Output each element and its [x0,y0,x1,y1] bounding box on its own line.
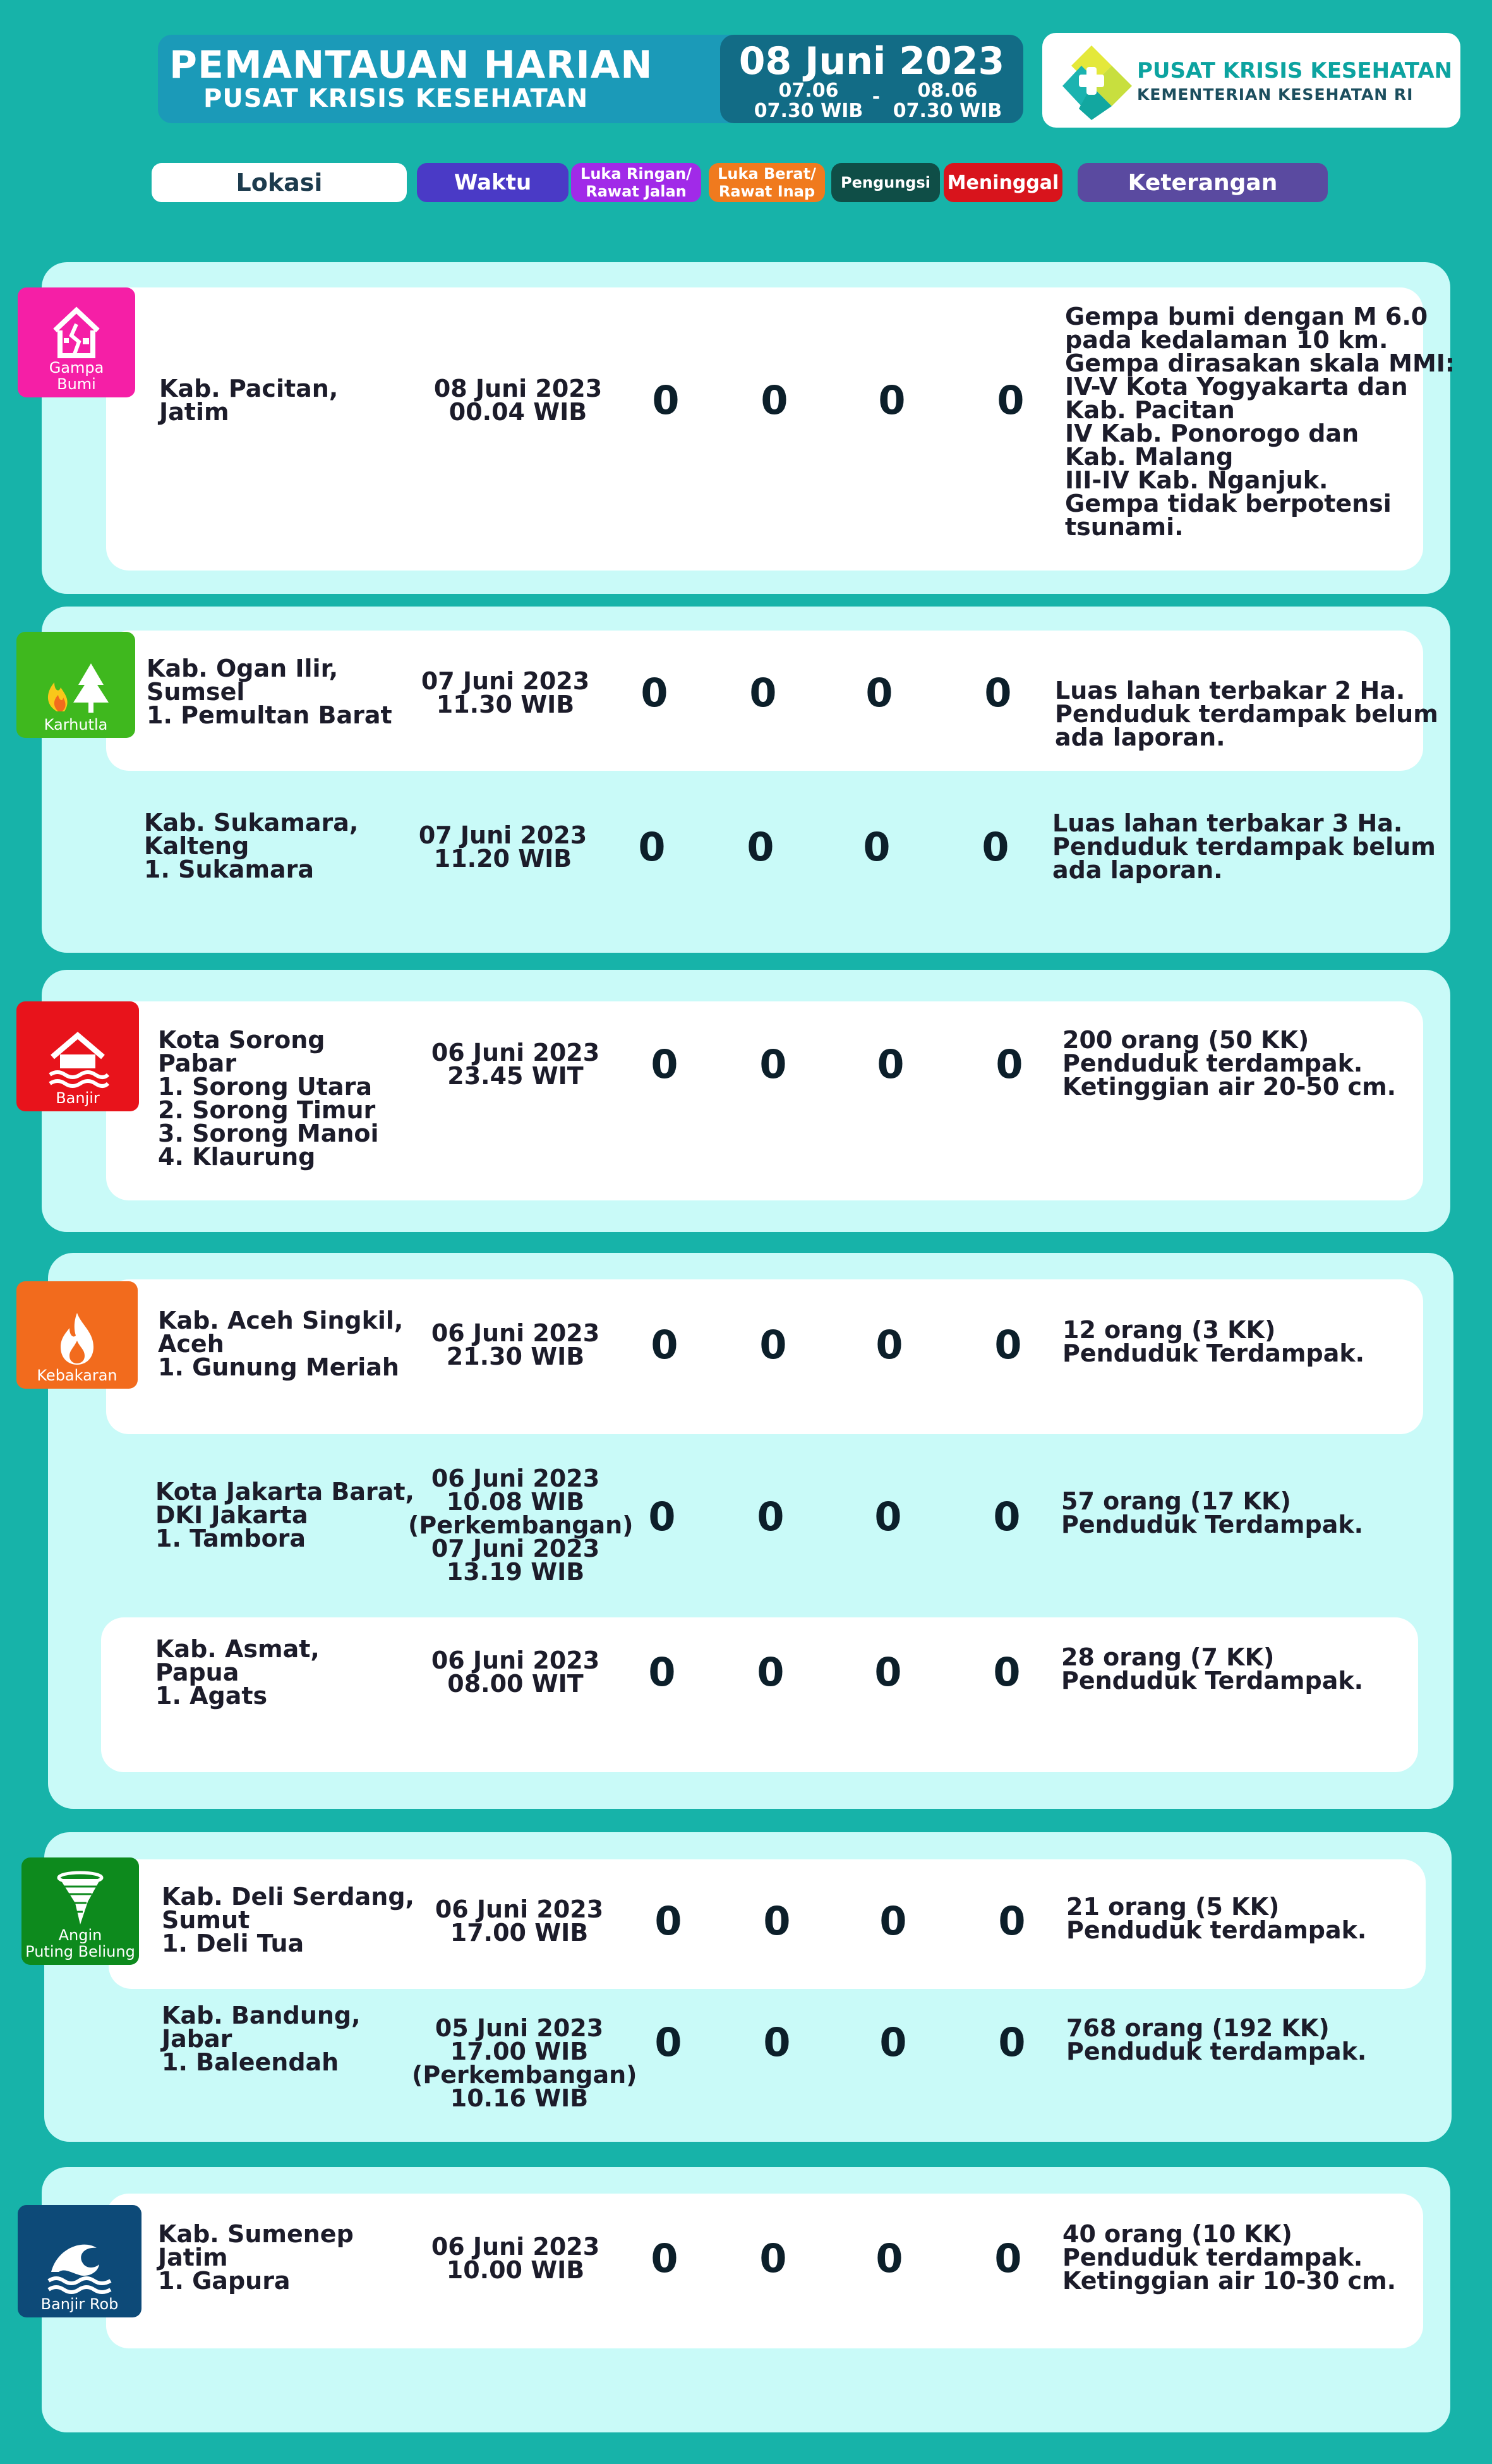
row-luka-berat: 0 [747,824,774,870]
row-luka-berat: 0 [759,2235,787,2281]
row-keterangan: 768 orang (192 KK) Penduduk terdampak. [1066,2014,1367,2065]
row-lokasi: Kab. Asmat, Papua 1. Agats [155,1635,320,1710]
row-keterangan: Gempa bumi dengan M 6.0 pada kedalaman 10 km. Gempa dirasakan skala MMI: IV-V Kota Yogyakarta dan Kab. Pacitan IV Kab. Ponorogo dan Kab. Malang III-IV Kab. Nganjuk. Gempa tidak berpotensi tsunami. [1065,303,1455,541]
ministry-logo-icon [1054,39,1136,121]
page-title: PEMANTAUAN HARIAN [169,43,653,87]
row-waktu: 06 Juni 2023 23.45 WIT [431,1039,600,1090]
row-luka-ringan: 0 [652,377,680,423]
report-date: 08 Juni 2023 [738,39,1005,83]
row-luka-ringan: 0 [651,1041,678,1087]
row-waktu: 07 Juni 2023 11.20 WIB [418,821,587,873]
row-luka-berat: 0 [763,1898,791,1944]
row-keterangan: 12 orang (3 KK) Penduduk Terdampak. [1062,1316,1365,1367]
row-pengungsi: 0 [879,2019,907,2065]
logo-name: PUSAT KRISIS KESEHATAN [1137,58,1453,83]
row-keterangan: 21 orang (5 KK) Penduduk terdampak. [1066,1893,1367,1944]
row-lokasi: Kota Jakarta Barat, DKI Jakarta 1. Tambora [155,1478,414,1552]
category-angin-puting-beliung: Angin Puting Beliung [21,1857,139,1965]
row-pengungsi: 0 [875,1322,903,1368]
row-waktu: 05 Juni 2023 17.00 WIB (Perkembangan) 10.16 WIB [412,2014,637,2112]
row-luka-ringan: 0 [651,1322,678,1368]
range-start: 07.06 07.30 WIB [754,80,863,122]
row-lokasi: Kab. Sukamara, Kalteng 1. Sukamara [144,809,359,883]
column-pengungsi: Pengungsi [831,163,940,202]
row-luka-ringan: 0 [648,1494,676,1540]
row-luka-ringan: 0 [651,2235,678,2281]
column-keterangan: Keterangan [1078,163,1328,202]
row-meninggal: 0 [998,2019,1026,2065]
category-banjir: Banjir [16,1001,139,1111]
category-kebakaran: Kebakaran [16,1281,138,1389]
row-waktu: 08 Juni 2023 00.04 WIB [433,375,603,426]
row-meninggal: 0 [993,1494,1021,1540]
row-keterangan: 57 orang (17 KK) Penduduk Terdampak. [1061,1487,1364,1538]
page-subtitle: PUSAT KRISIS KESEHATAN [203,84,589,113]
row-lokasi: Kab. Bandung, Jabar 1. Baleendah [162,2002,361,2076]
row-pengungsi: 0 [863,824,891,870]
row-lokasi: Kab. Sumenep Jatim 1. Gapura [158,2220,354,2295]
column-luka-berat: Luka Berat/ Rawat Inap [709,163,825,202]
row-pengungsi: 0 [877,1041,905,1087]
row-pengungsi: 0 [878,377,906,423]
row-meninggal: 0 [994,2235,1022,2281]
category-banjir-rob: Banjir Rob [18,2205,141,2317]
forest-fire-icon [38,660,114,716]
row-waktu: 06 Juni 2023 21.30 WIB [431,1319,600,1370]
row-keterangan: Luas lahan terbakar 2 Ha. Penduduk terdampak belum ada laporan. [1055,677,1438,751]
row-lokasi: Kab. Pacitan, Jatim [159,375,339,426]
logo-subtitle: KEMENTERIAN KESEHATAN RI [1137,85,1414,104]
row-meninggal: 0 [997,377,1025,423]
row-keterangan: 28 orang (7 KK) Penduduk Terdampak. [1061,1643,1364,1694]
row-meninggal: 0 [984,670,1012,716]
column-lokasi: Lokasi [152,163,407,202]
row-meninggal: 0 [982,824,1009,870]
row-keterangan: 200 orang (50 KK) Penduduk terdampak. Ketinggian air 20-50 cm. [1062,1026,1397,1101]
category-gempa-bumi: Gampa Bumi [18,287,135,397]
row-luka-berat: 0 [763,2019,791,2065]
wave-icon [45,2235,114,2296]
row-luka-berat: 0 [759,1041,787,1087]
row-luka-ringan: 0 [641,670,668,716]
row-waktu: 06 Juni 2023 10.00 WIB [431,2233,600,2284]
row-luka-berat: 0 [759,1322,787,1368]
row-pengungsi: 0 [875,2235,903,2281]
row-meninggal: 0 [993,1649,1021,1695]
tornado-icon [55,1870,105,1927]
row-luka-ringan: 0 [654,1898,682,1944]
column-meninggal: Meninggal [944,163,1062,202]
row-pengungsi: 0 [865,670,893,716]
row-lokasi: Kota Sorong Pabar 1. Sorong Utara 2. Sorong Timur 3. Sorong Manoi 4. Klaurung [158,1026,379,1171]
collapsed-house-icon [51,305,102,359]
row-meninggal: 0 [994,1322,1022,1368]
row-keterangan: 40 orang (10 KK) Penduduk terdampak. Ketinggian air 10-30 cm. [1062,2220,1397,2295]
row-pengungsi: 0 [879,1898,907,1944]
row-waktu: 06 Juni 2023 10.08 WIB (Perkembangan) 07 Juni 2023 13.19 WIB [408,1465,634,1586]
flood-house-icon [46,1029,109,1090]
row-luka-berat: 0 [749,670,777,716]
row-luka-ringan: 0 [638,824,666,870]
range-end: 08.06 07.30 WIB [893,80,1002,122]
row-luka-berat: 0 [757,1649,785,1695]
row-waktu: 06 Juni 2023 17.00 WIB [435,1895,604,1947]
row-luka-ringan: 0 [654,2019,682,2065]
row-luka-berat: 0 [761,377,788,423]
row-waktu: 06 Juni 2023 08.00 WIT [431,1646,600,1698]
column-luka-ringan: Luka Ringan/ Rawat Jalan [571,163,701,202]
row-lokasi: Kab. Deli Serdang, Sumut 1. Deli Tua [162,1883,414,1957]
range-separator: - [872,86,881,108]
row-keterangan: Luas lahan terbakar 3 Ha. Penduduk terdampak belum ada laporan. [1052,809,1436,884]
flame-icon [54,1310,100,1367]
row-luka-ringan: 0 [648,1649,676,1695]
row-luka-berat: 0 [757,1494,785,1540]
row-meninggal: 0 [998,1898,1026,1944]
row-lokasi: Kab. Ogan Ilir, Sumsel 1. Pemultan Barat [147,655,392,729]
category-karhutla: Karhutla [16,632,135,738]
row-pengungsi: 0 [874,1494,902,1540]
row-waktu: 07 Juni 2023 11.30 WIB [421,667,590,718]
row-pengungsi: 0 [874,1649,902,1695]
row-lokasi: Kab. Aceh Singkil, Aceh 1. Gunung Meriah [158,1307,404,1381]
row-meninggal: 0 [996,1041,1023,1087]
column-waktu: Waktu [417,163,569,202]
